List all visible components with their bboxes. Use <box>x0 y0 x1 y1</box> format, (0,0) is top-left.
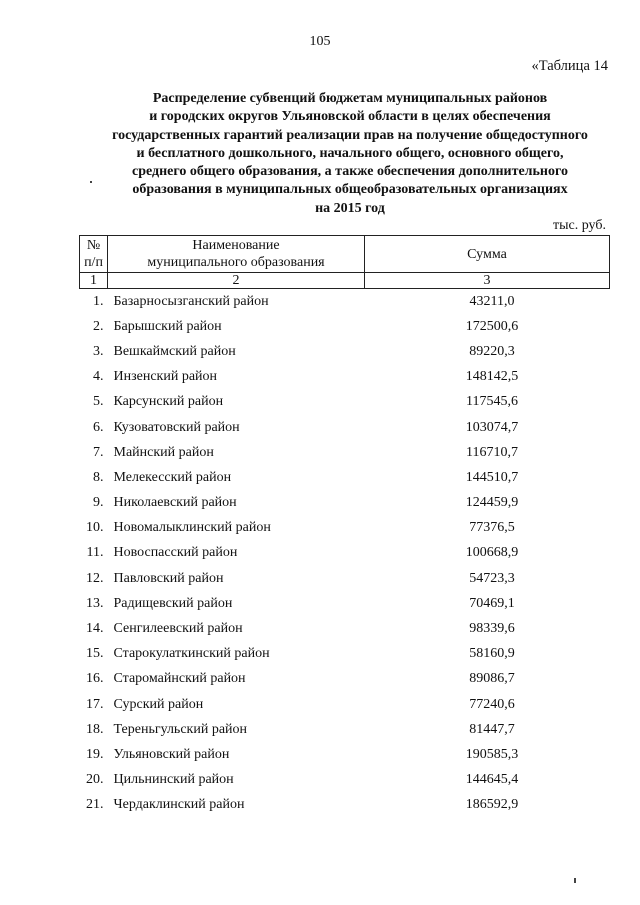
table-row <box>80 742 610 767</box>
heading-line: образования в муниципальных общеобразовательных организациях <box>132 182 568 198</box>
municipality-name: Чердаклинский район <box>113 797 245 813</box>
amount: 81447,7 <box>469 721 515 737</box>
heading-line: на 2015 год <box>315 200 385 216</box>
municipality-name: Ульяновский район <box>113 746 230 762</box>
row-number: 18. <box>86 721 104 737</box>
header-number-line1: № <box>86 238 101 253</box>
municipality-name: Тереньгульский район <box>113 721 248 737</box>
table-row <box>80 365 610 390</box>
heading-line: и городских округов Ульяновской области в целях обеспечения <box>149 109 551 125</box>
row-number: 20. <box>86 772 104 788</box>
table-row <box>80 339 610 364</box>
row-number: 12. <box>86 570 104 586</box>
table-row <box>80 566 610 591</box>
header-name-line2: муниципального образования <box>147 255 325 270</box>
amount: 186592,9 <box>465 797 519 813</box>
amount: 54723,3 <box>469 570 515 586</box>
amount: 58160,9 <box>469 646 515 662</box>
municipality-name: Базарносызганский район <box>113 293 269 309</box>
header-sum: Сумма <box>365 236 610 273</box>
header-name-line1: Наименование <box>192 238 280 253</box>
municipality-name: Цильнинский район <box>113 772 234 788</box>
table-row <box>80 793 610 818</box>
amount: 190585,3 <box>465 746 519 762</box>
amount: 43211,0 <box>469 293 515 309</box>
table-row <box>80 591 610 616</box>
header-number <box>80 236 108 273</box>
municipality-name: Мелекесский район <box>113 469 232 485</box>
table-label: «Таблица 14 <box>531 58 608 74</box>
municipality-name: Барышский район <box>113 318 222 334</box>
units-label: тыс. руб. <box>553 218 606 233</box>
municipality-name: Вешкаймский район <box>113 343 236 359</box>
table-row <box>80 768 610 793</box>
heading-line: среднего общего образования, а также обеспечения дополнительного <box>131 164 569 180</box>
row-number: 7. <box>93 444 104 460</box>
table-row <box>80 415 610 440</box>
amount: 77240,6 <box>469 696 515 712</box>
table-row <box>80 642 610 667</box>
amount: 89220,3 <box>469 343 515 359</box>
amount: 70469,1 <box>469 595 515 611</box>
row-number: 19. <box>86 746 104 762</box>
amount: 89086,7 <box>469 671 515 687</box>
amount: 172500,6 <box>465 318 519 334</box>
amount: 124459,9 <box>465 495 519 511</box>
row-number: 8. <box>93 469 104 485</box>
table-row <box>80 465 610 490</box>
municipality-name: Радищевский район <box>113 595 233 611</box>
column-number: 3 <box>365 273 610 289</box>
column-number-row <box>80 273 610 289</box>
scan-speck <box>90 181 92 183</box>
row-number: 21. <box>86 797 104 813</box>
header-number-line2: п/п <box>84 255 103 270</box>
row-number: 6. <box>93 419 104 435</box>
row-number: 3. <box>93 343 104 359</box>
table-row <box>80 491 610 516</box>
amount: 100668,9 <box>465 545 519 561</box>
column-number: 2 <box>108 273 365 289</box>
municipality-name: Новомалыклинский район <box>113 520 271 536</box>
amount: 116710,7 <box>466 444 518 460</box>
amount: 98339,6 <box>469 621 515 637</box>
municipality-name: Павловский район <box>113 570 224 586</box>
municipality-name: Майнский район <box>113 444 214 460</box>
amount: 148142,5 <box>465 369 519 385</box>
municipality-name: Старомайнский район <box>113 671 246 687</box>
table-row <box>80 390 610 415</box>
municipality-name: Николаевский район <box>113 495 237 511</box>
row-number: 10. <box>86 520 104 536</box>
table-row <box>80 314 610 339</box>
table-row <box>80 440 610 465</box>
table-row <box>80 616 610 641</box>
row-number: 5. <box>93 394 104 410</box>
table-row <box>80 289 610 315</box>
scan-speck <box>574 878 576 883</box>
row-number: 1. <box>93 293 104 309</box>
heading-line: и бесплатного дошкольного, начального общего, основного общего, <box>136 145 564 161</box>
table-row <box>80 692 610 717</box>
row-number: 14. <box>86 621 104 637</box>
amount: 77376,5 <box>469 520 515 536</box>
row-number: 2. <box>93 318 104 334</box>
column-number: 1 <box>80 273 108 289</box>
table-row <box>80 516 610 541</box>
municipality-name: Кузоватовский район <box>113 419 240 435</box>
row-number: 17. <box>86 696 104 712</box>
row-number: 13. <box>86 595 104 611</box>
heading-line: государственных гарантий реализации прав на получение общедоступного <box>112 127 588 143</box>
table-row <box>80 717 610 742</box>
municipality-name: Карсунский район <box>113 394 224 410</box>
row-number: 4. <box>93 369 104 385</box>
table-row <box>80 541 610 566</box>
amount: 103074,7 <box>465 419 519 435</box>
amount: 144510,7 <box>465 469 519 485</box>
subsidy-table <box>79 235 610 818</box>
heading-line: Распределение субвенций бюджетам муниципальных районов <box>152 91 548 106</box>
table-row <box>80 667 610 692</box>
amount: 117545,6 <box>466 394 518 410</box>
municipality-name: Сенгилеевский район <box>113 621 243 637</box>
row-number: 9. <box>93 495 104 511</box>
municipality-name: Старокулаткинский район <box>113 646 270 662</box>
municipality-name: Сурский район <box>113 696 204 712</box>
table-body <box>80 289 610 818</box>
page-number: 105 <box>309 34 331 49</box>
amount: 144645,4 <box>465 772 519 788</box>
row-number: 16. <box>86 671 104 687</box>
municipality-name: Инзенский район <box>113 369 218 385</box>
document-heading <box>70 90 630 218</box>
header-name <box>108 236 365 273</box>
row-number: 11. <box>86 545 104 561</box>
table-header-row <box>80 236 610 273</box>
municipality-name: Новоспасский район <box>113 545 238 561</box>
row-number: 15. <box>86 646 104 662</box>
